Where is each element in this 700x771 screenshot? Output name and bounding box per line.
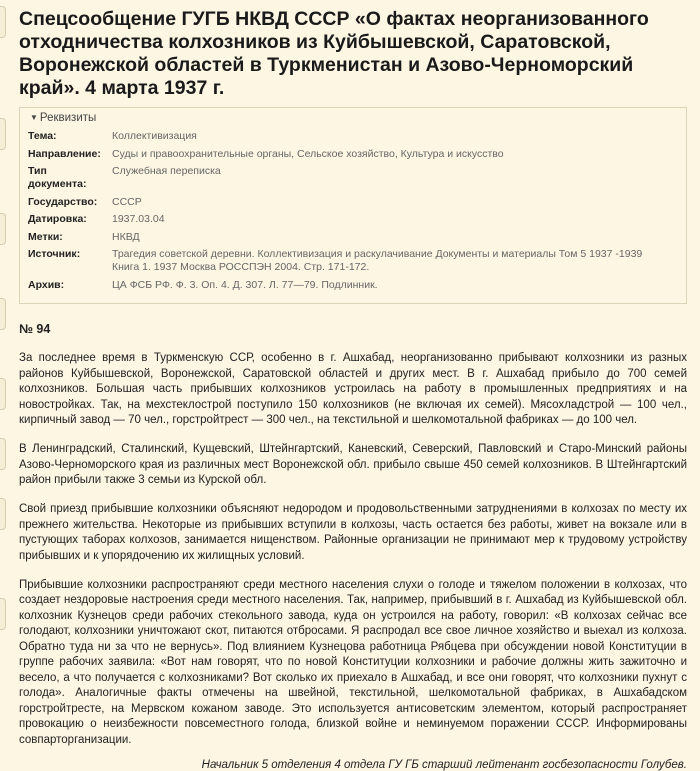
props-key: Метки: xyxy=(28,230,63,243)
props-row xyxy=(28,130,667,148)
paragraph: За последнее время в Туркменскую ССР, особенно в г. Ашхабад, неорганизованно прибывают колхозники из разных районов Куйбышевской, Воронежской, Саратовской областей и других мест. В г. Ашхабад прибыло до 700 семей колхозников. Большая часть прибывших колхозников устроилась на работу в промышленных предприятиях и на новостройках. Так, на мехстеклострой поступило 150 колхозников (не включая их семей). Мясохладстрой — 100 чел., кирпичный завод — 70 чел., горстройтрест — 300 чел., на текстильной и шелкомотальной фабриках — до 100 чел. xyxy=(19,352,687,426)
paragraph: Прибывшие колхозники распространяют среди местного населения слухи о голоде и тяжелом положении в колхозах, что создает нездоровые настроения среди местного населения. Так, например, прибывший в г. Ашхабад из Куйбышевской обл. колхозник Кузнецов среди рабочих стекольного завода, куда он устроился на работу, говорил: «В колхозах сейчас все голодают, колхозники уничтожают скот, питаются отбросами. Я распродал все свое личное хозяйство и выехал из колхоза. Обратно туда ни за что не вернусь». Под влиянием Кузнецова работница Рябцева при обсуждении новой Конституции в группе рабочих заявила: «Вот нам говорят, что по новой Конституции колхозники и рабочие должны жить зажиточно и весело, а что получается с колхозниками? Вот сколько их приехало в Ашхабад, и все они говорят, что колхозники пухнут с голода». Аналогичные факты отмечены на швейной, текстильной, шелкомотальной фабриках, в Ашхабадском горстройтресте, на Мервском кожаном заводе. Это используется антисоветским элементом, который распространяет провокацию о неизбежности повсеместного голода, близкой войне и неминуемом поражении СССР. Информированы совпарторганизации. xyxy=(19,578,687,746)
props-row xyxy=(28,148,667,166)
props-row xyxy=(28,279,667,297)
page-title: Спецсообщение ГУГБ НКВД СССР «О фактах неорганизованного отходничества колхозников из Куйбышевской, Саратовской, Воронежской областей в Туркменистан и Азово-Черноморский край». 4 марта 1937 г. xyxy=(19,8,649,99)
edge-tab[interactable] xyxy=(0,298,6,330)
props-key: Государство: xyxy=(28,195,98,208)
props-row xyxy=(28,248,667,279)
props-value[interactable]: Коллективизация xyxy=(112,130,197,142)
props-key: Источник: xyxy=(28,248,81,260)
edge-tab[interactable] xyxy=(0,498,6,530)
props-row xyxy=(28,231,667,249)
props-key: Датировка: xyxy=(28,213,87,225)
props-key: Направление: xyxy=(28,147,101,160)
triangle-down-icon: ▼ xyxy=(30,113,38,122)
props-panel xyxy=(19,107,687,304)
props-value[interactable]: Служебная переписка xyxy=(112,165,221,177)
props-row xyxy=(28,165,667,196)
edge-tab[interactable] xyxy=(0,598,6,630)
paragraph: В Ленинградский, Сталинский, Кущевский, Штейнгартский, Каневский, Северский, Павловский и Старо-Минский районы Азово-Черноморского края из различных мест Воронежской обл. прибыло свыше 450 семей колхозников. В Штейнгартский район прибыли также 3 семьи из Курской обл. xyxy=(19,443,687,486)
doc-number: № 94 xyxy=(19,322,51,336)
left-edge-rail xyxy=(0,0,6,707)
props-value[interactable]: ЦА ФСБ РФ. Ф. 3. Оп. 4. Д. 307. Л. 77—79. Подлинник. xyxy=(112,278,378,291)
edge-tab[interactable] xyxy=(0,438,6,470)
document-body xyxy=(19,351,687,748)
props-key: Тема: xyxy=(28,130,57,142)
props-key: Тип документа: xyxy=(28,165,87,190)
props-row xyxy=(28,213,667,231)
signature: Начальник 5 отделения 4 отдела ГУ ГБ старший лейтенант госбезопасности Голубев. xyxy=(201,758,687,771)
props-key: Архив: xyxy=(28,278,65,291)
props-toggle-label: Реквизиты xyxy=(39,112,97,124)
edge-tab[interactable] xyxy=(0,118,6,150)
paragraph: Свой приезд прибывшие колхозники объясняют недородом и продовольственными затруднениями в колхозах по месту их прежнего жительства. Некоторые из прибывших вступили в колхозы, часть остается без работы, живет на вокзале или в пустующих таборах колхозов, занимается нищенством. Районные организации не принимают мер к трудовому устройству прибывших и к упорядочению их жилищных условий. xyxy=(19,503,687,562)
edge-tab[interactable] xyxy=(0,6,6,38)
props-row xyxy=(28,196,667,214)
edge-tab[interactable] xyxy=(0,213,6,245)
edge-tab[interactable] xyxy=(0,378,6,410)
props-value[interactable]: Суды и правоохранительные органы, Сельское хозяйство, Культура и искусство xyxy=(112,147,504,160)
props-value[interactable]: НКВД xyxy=(112,230,140,243)
document xyxy=(19,8,687,771)
props-table xyxy=(28,130,667,296)
props-toggle[interactable] xyxy=(30,112,678,124)
props-value[interactable]: 1937.03.04 xyxy=(112,213,165,225)
props-value[interactable]: СССР xyxy=(112,195,142,208)
props-value[interactable]: Трагедия советской деревни. Коллективизация и раскулачивание Документы и материалы Том 5 1937 -1939 Книга 1. 1937 Москва РОССПЭН 2004. Стр. 171-172. xyxy=(112,248,643,273)
